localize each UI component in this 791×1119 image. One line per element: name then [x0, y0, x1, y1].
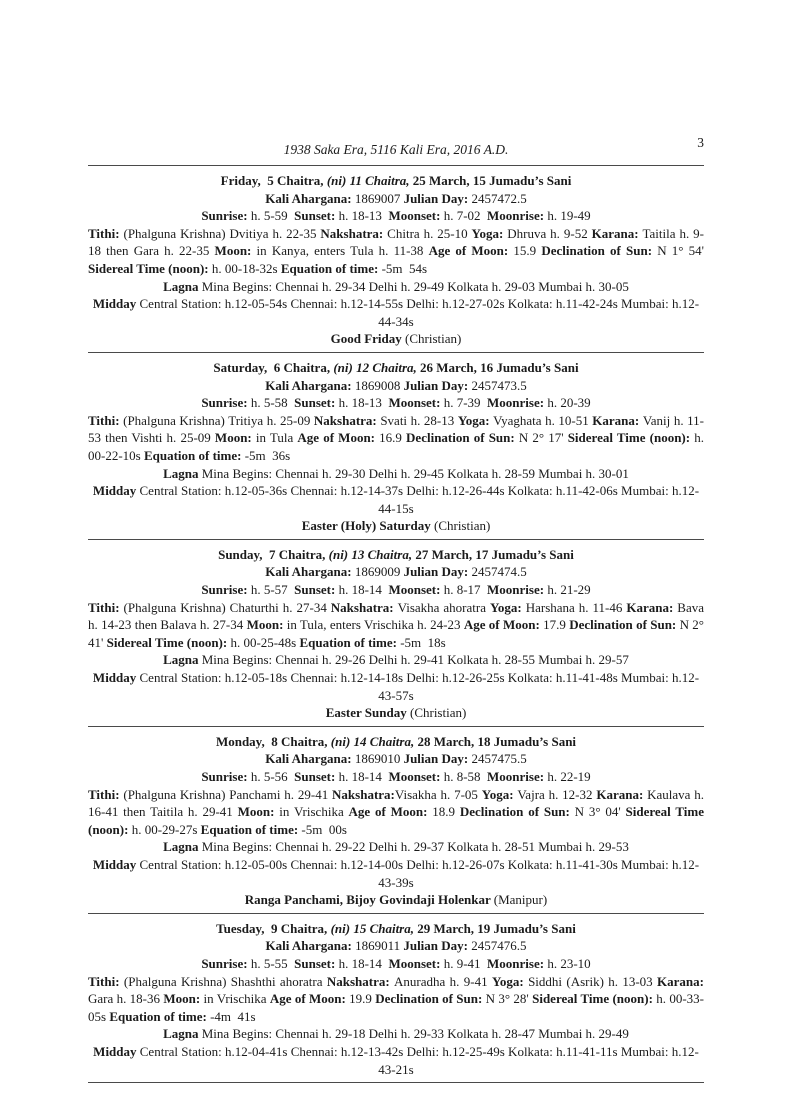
- text-segment: Bava h. 14-23 then Balava h. 27-34: [88, 599, 704, 633]
- text-segment: Moon:: [246, 617, 287, 633]
- text-segment: 19.9: [349, 991, 376, 1007]
- kali-julian-line: [88, 937, 704, 955]
- text-segment: Nakshatra:: [313, 412, 381, 428]
- text-segment: Sidereal Time (noon):: [567, 430, 695, 446]
- text-segment: Julian Day:: [403, 377, 472, 393]
- text-segment: Visakha h. 7-05: [394, 786, 482, 802]
- text-segment: Mina Begins: Chennai h. 29-26 Delhi h. 29-41 Kolkata h. 28-55 Mumbai h. 29-57: [201, 652, 629, 668]
- text-segment: (ni) 15 Chaitra,: [330, 920, 414, 936]
- day-title: [88, 359, 704, 377]
- text-segment: h. 00-22-10s: [88, 430, 704, 463]
- text-segment: Sunrise:: [201, 208, 251, 224]
- text-segment: Moonrise:: [487, 955, 548, 971]
- text-segment: Mina Begins: Chennai h. 29-22 Delhi h. 29-37 Kolkata h. 28-51 Mumbai h. 29-53: [201, 839, 629, 855]
- text-segment: h. 19-49: [547, 208, 591, 224]
- text-segment: Sunrise:: [201, 582, 251, 598]
- text-segment: h. 00-18-32s: [211, 260, 281, 276]
- text-segment: Moonset:: [388, 208, 444, 224]
- text-segment: Kaulava h. 16-41 then Taitila h. 29-41: [88, 786, 704, 820]
- text-segment: 25 March, 15 Jumadu’s Sani: [409, 173, 572, 188]
- text-segment: Central Station: h.12-05-00s Chennai: h.12-14-00s Delhi: h.12-26-07s Kolkata: h.11-41-30s Mumbai: h.12-43-39s: [139, 856, 700, 890]
- text-segment: Declination of Sun:: [375, 991, 486, 1007]
- midday-line: [88, 856, 704, 891]
- text-segment: 28 March, 18 Jumadu’s Sani: [414, 733, 577, 749]
- text-segment: Equation of time:: [200, 821, 302, 837]
- text-segment: Monday, 8 Chaitra,: [215, 733, 331, 749]
- day-title: [88, 733, 704, 751]
- text-segment: (Manipur): [493, 892, 548, 908]
- text-segment: Dhruva h. 9-52: [507, 225, 592, 241]
- text-segment: h. 23-10: [547, 955, 591, 971]
- text-segment: Declination of Sun:: [459, 804, 575, 820]
- text-segment: Yoga:: [489, 599, 526, 615]
- text-segment: h. 7-02: [443, 208, 488, 224]
- text-segment: N 3° 04': [574, 804, 626, 820]
- day-entry: [88, 353, 704, 540]
- text-segment: Sunset:: [294, 208, 339, 224]
- sun-moon-times-line: [88, 394, 704, 412]
- text-segment: h. 8-58: [443, 769, 488, 784]
- text-segment: 29 March, 19 Jumadu’s Sani: [414, 920, 576, 936]
- text-segment: Good Friday: [330, 331, 406, 347]
- festival-line: [88, 704, 704, 722]
- text-segment: Sidereal Time (noon):: [532, 991, 657, 1007]
- text-segment: Moon:: [237, 804, 280, 820]
- text-segment: (Phalguna Krishna) Tritiya h. 25-09: [123, 412, 314, 428]
- text-segment: h. 5-55: [250, 955, 295, 971]
- text-segment: 17.9: [543, 617, 570, 633]
- text-segment: (Phalguna Krishna) Chaturthi h. 27-34: [123, 599, 331, 615]
- text-segment: Nakshatra:: [326, 973, 395, 989]
- text-segment: Moonrise:: [487, 208, 548, 224]
- text-segment: 2457472.5: [471, 190, 527, 206]
- text-segment: Mina Begins: Chennai h. 29-30 Delhi h. 29-45 Kolkata h. 28-59 Mumbai h. 30-01: [201, 465, 629, 481]
- text-segment: Lagna: [163, 652, 202, 668]
- text-segment: -4m 41s: [210, 1008, 256, 1024]
- text-segment: Karana:: [591, 225, 643, 241]
- text-segment: Julian Day:: [403, 938, 472, 954]
- text-segment: Sunset:: [294, 769, 339, 784]
- midday-line: [88, 669, 704, 704]
- text-segment: (Phalguna Krishna) Dvitiya h. 22-35: [123, 225, 321, 241]
- text-segment: Moon:: [163, 991, 204, 1007]
- text-segment: (Christian): [409, 705, 467, 721]
- text-segment: Kali Ahargana:: [265, 190, 355, 206]
- text-segment: Karana:: [657, 973, 704, 989]
- text-segment: h. 00-33-05s: [88, 991, 704, 1024]
- text-segment: in Tula: [255, 430, 298, 446]
- text-segment: 2457473.5: [471, 377, 527, 393]
- text-segment: h. 00-29-27s: [131, 821, 201, 837]
- text-segment: h. 5-57: [250, 582, 295, 598]
- text-segment: Central Station: h.12-05-54s Chennai: h.12-14-55s Delhi: h.12-27-02s Kolkata: h.11-42-24s Mumbai: h.12-44-34s: [139, 296, 700, 329]
- text-segment: -5m 00s: [301, 821, 347, 837]
- text-segment: Moonrise:: [487, 395, 548, 411]
- text-segment: Gara h. 18-36: [88, 991, 164, 1007]
- text-segment: h. 00-25-48s: [230, 634, 300, 650]
- text-segment: Declination of Sun:: [569, 617, 680, 633]
- tithi-paragraph: [88, 786, 704, 839]
- kali-julian-line: [88, 563, 704, 581]
- text-segment: in Vrischika: [279, 804, 349, 820]
- text-segment: Moon:: [214, 430, 256, 446]
- text-segment: -5m 36s: [244, 447, 291, 463]
- text-segment: -5m 54s: [381, 260, 428, 276]
- text-segment: Yoga:: [471, 225, 508, 241]
- text-segment: Moonset:: [388, 769, 444, 784]
- text-segment: (ni) 13 Chaitra,: [328, 546, 413, 562]
- text-segment: Easter Sunday: [325, 705, 410, 721]
- text-segment: Easter (Holy) Saturday: [301, 518, 434, 534]
- page-header: [88, 135, 704, 166]
- text-segment: Nakshatra:: [330, 599, 398, 615]
- text-segment: Anuradha h. 9-41: [394, 973, 492, 989]
- text-segment: Karana:: [592, 412, 643, 428]
- midday-line: [88, 482, 704, 517]
- text-segment: h. 18-13: [338, 395, 389, 411]
- day-title: [88, 920, 704, 938]
- text-segment: Equation of time:: [143, 447, 245, 463]
- page-content: [88, 135, 705, 1083]
- almanac-entries: [88, 166, 704, 1083]
- text-segment: Lagna: [163, 839, 202, 855]
- text-segment: 1869010: [354, 751, 404, 767]
- day-title: [88, 172, 704, 190]
- text-segment: Sidereal Time (noon):: [88, 260, 212, 276]
- text-segment: Declination of Sun:: [541, 243, 658, 259]
- text-segment: 1869007: [354, 190, 404, 206]
- text-segment: in Vrischika: [203, 991, 270, 1007]
- text-segment: Kali Ahargana:: [265, 751, 355, 767]
- text-segment: in Kanya, enters Tula h. 11-38: [256, 243, 429, 259]
- lagna-line: [88, 465, 704, 483]
- text-segment: Age of Moon:: [428, 243, 514, 259]
- text-segment: 1869011: [355, 938, 404, 954]
- text-segment: N 2° 17': [518, 430, 568, 446]
- text-segment: (ni) 14 Chaitra,: [330, 733, 415, 749]
- text-segment: h. 5-58: [250, 395, 295, 411]
- text-segment: Taitila h. 9-18 then Gara h. 22-35: [88, 225, 704, 259]
- text-segment: Midday: [92, 296, 140, 312]
- text-segment: Karana:: [626, 599, 678, 615]
- text-segment: 16.9: [379, 430, 407, 446]
- text-segment: Julian Day:: [403, 564, 472, 580]
- text-segment: Tithi:: [88, 599, 124, 615]
- text-segment: Central Station: h.12-04-41s Chennai: h.12-13-42s Delhi: h.12-25-49s Kolkata: h.11-41-11s Mumbai: h.12-43-21s: [139, 1043, 699, 1077]
- sun-moon-times-line: [88, 768, 704, 786]
- text-segment: h. 18-14: [338, 955, 389, 971]
- text-segment: 2457474.5: [471, 564, 527, 580]
- text-segment: 27 March, 17 Jumadu’s Sani: [412, 546, 574, 562]
- text-segment: Sunday, 7 Chaitra,: [218, 546, 329, 562]
- text-segment: h. 20-39: [547, 395, 591, 411]
- lagna-line: [88, 1025, 704, 1043]
- text-segment: Ranga Panchami, Bijoy Govindaji Holenkar: [244, 892, 494, 908]
- text-segment: Tithi:: [88, 786, 124, 802]
- text-segment: Karana:: [596, 786, 648, 802]
- text-segment: Moonset:: [388, 582, 444, 598]
- text-segment: Lagna: [163, 1026, 202, 1042]
- text-segment: Mina Begins: Chennai h. 29-34 Delhi h. 29-49 Kolkata h. 29-03 Mumbai h. 30-05: [201, 278, 629, 294]
- text-segment: Lagna: [163, 278, 202, 294]
- day-entry: [88, 914, 704, 1083]
- text-segment: Svati h. 28-13: [380, 412, 458, 428]
- text-segment: Julian Day:: [403, 190, 472, 206]
- text-segment: Moonrise:: [487, 769, 548, 784]
- text-segment: Midday: [92, 670, 140, 686]
- text-segment: 2457476.5: [471, 938, 527, 954]
- text-segment: N 3° 28': [485, 991, 533, 1007]
- text-segment: h. 18-14: [338, 582, 389, 598]
- text-segment: h. 22-19: [547, 769, 591, 784]
- text-segment: h. 5-56: [250, 769, 295, 784]
- tithi-paragraph: [88, 225, 704, 278]
- text-segment: Mina Begins: Chennai h. 29-18 Delhi h. 29-33 Kolkata h. 28-47 Mumbai h. 29-49: [201, 1026, 629, 1042]
- text-segment: Midday: [92, 483, 140, 499]
- day-title: [88, 546, 704, 564]
- text-segment: Moon:: [214, 243, 257, 259]
- tithi-paragraph: [88, 599, 704, 652]
- text-segment: (Phalguna Krishna) Shashthi ahoratra: [123, 973, 327, 989]
- text-segment: N 1° 54': [657, 243, 704, 259]
- text-segment: Tuesday, 9 Chaitra,: [216, 920, 331, 936]
- text-segment: Nakshatra:: [320, 225, 388, 241]
- text-segment: h. 18-13: [338, 208, 389, 224]
- text-segment: 1869008: [354, 377, 404, 393]
- text-segment: Age of Moon:: [269, 991, 350, 1007]
- text-segment: Equation of time:: [109, 1008, 211, 1024]
- midday-line: [88, 295, 704, 330]
- text-segment: h. 18-14: [338, 769, 389, 784]
- festival-line: [88, 891, 704, 909]
- text-segment: (Christian): [433, 518, 491, 534]
- text-segment: Moonset:: [388, 395, 444, 411]
- text-segment: Sunset:: [294, 955, 339, 971]
- text-segment: Friday, 5 Chaitra,: [220, 173, 327, 188]
- text-segment: (Christian): [405, 331, 462, 347]
- sun-moon-times-line: [88, 955, 704, 973]
- text-segment: Yoga:: [457, 412, 494, 428]
- text-segment: Sunrise:: [201, 395, 251, 411]
- lagna-line: [88, 838, 704, 856]
- festival-line: [88, 517, 704, 535]
- text-segment: Central Station: h.12-05-36s Chennai: h.12-14-37s Delhi: h.12-26-44s Kolkata: h.11-42-06s Mumbai: h.12-44-15s: [139, 483, 700, 516]
- text-segment: Tithi:: [88, 412, 124, 428]
- tithi-paragraph: [88, 973, 704, 1026]
- text-segment: Julian Day:: [403, 751, 472, 767]
- text-segment: in Tula, enters Vrischika h. 24-23: [286, 617, 464, 633]
- kali-julian-line: [88, 377, 704, 395]
- lagna-line: [88, 278, 704, 296]
- text-segment: 18.9: [432, 804, 460, 820]
- text-segment: Age of Moon:: [463, 617, 544, 633]
- text-segment: 15.9: [513, 243, 542, 259]
- tithi-paragraph: [88, 412, 704, 465]
- text-segment: Kali Ahargana:: [265, 377, 355, 393]
- text-segment: h. 9-41: [443, 955, 488, 971]
- text-segment: Sunrise:: [201, 769, 251, 784]
- festival-line: [88, 330, 704, 348]
- text-segment: Midday: [92, 856, 140, 872]
- text-segment: Visakha ahoratra: [397, 599, 490, 615]
- day-entry: [88, 166, 704, 353]
- text-segment: Sunrise:: [201, 955, 251, 971]
- text-segment: Equation of time:: [299, 634, 401, 650]
- text-segment: h. 7-39: [443, 395, 488, 411]
- text-segment: Sidereal Time (noon):: [106, 634, 231, 650]
- page-title: 1938 Saka Era, 5116 Kali Era, 2016 A.D.: [283, 142, 509, 157]
- text-segment: Kali Ahargana:: [265, 564, 355, 580]
- text-segment: Moonrise:: [487, 582, 548, 598]
- text-segment: Vanij h. 11-53 then Vishti h. 25-09: [88, 412, 704, 446]
- text-segment: Sunset:: [294, 582, 339, 598]
- text-segment: 2457475.5: [471, 751, 527, 767]
- text-segment: Saturday, 6 Chaitra,: [213, 359, 334, 375]
- lagna-line: [88, 651, 704, 669]
- page-number: 3: [697, 135, 704, 150]
- text-segment: Vyaghata h. 10-51: [493, 412, 593, 428]
- text-segment: (ni) 11 Chaitra,: [326, 173, 410, 188]
- text-segment: Age of Moon:: [348, 804, 433, 820]
- text-segment: Tithi:: [88, 973, 124, 989]
- day-entry: [88, 540, 704, 727]
- text-segment: (Phalguna Krishna) Panchami h. 29-41: [123, 786, 333, 802]
- text-segment: Sunset:: [294, 395, 339, 411]
- text-segment: 26 March, 16 Jumadu’s Sani: [416, 359, 579, 375]
- text-segment: 1869009: [354, 564, 404, 580]
- text-segment: Harshana h. 11-46: [525, 599, 627, 615]
- text-segment: h. 5-59: [250, 208, 295, 224]
- text-segment: Kali Ahargana:: [265, 938, 356, 954]
- text-segment: Yoga:: [481, 786, 518, 802]
- text-segment: Lagna: [163, 465, 202, 481]
- day-entry: [88, 727, 704, 914]
- midday-line: [88, 1043, 704, 1078]
- text-segment: -5m 18s: [400, 634, 446, 650]
- text-segment: Age of Moon:: [297, 430, 380, 446]
- text-segment: (ni) 12 Chaitra,: [333, 359, 417, 375]
- text-segment: Yoga:: [491, 973, 529, 989]
- sun-moon-times-line: [88, 207, 704, 225]
- text-segment: h. 21-29: [547, 582, 591, 598]
- text-segment: Declination of Sun:: [406, 430, 519, 446]
- text-segment: Sidereal Time (noon):: [88, 804, 705, 837]
- text-segment: h. 8-17: [443, 582, 488, 598]
- text-segment: Vajra h. 12-32: [517, 786, 597, 802]
- kali-julian-line: [88, 750, 704, 768]
- kali-julian-line: [88, 190, 704, 208]
- sun-moon-times-line: [88, 581, 704, 599]
- text-segment: Siddhi (Asrik) h. 13-03: [528, 973, 658, 989]
- text-segment: Nakshatra:: [332, 786, 395, 802]
- text-segment: Equation of time:: [280, 260, 382, 276]
- text-segment: Central Station: h.12-05-18s Chennai: h.12-14-18s Delhi: h.12-26-25s Kolkata: h.11-41-48s Mumbai: h.12-43-57s: [139, 670, 700, 703]
- text-segment: N 2° 41': [88, 617, 704, 650]
- text-segment: Tithi:: [88, 225, 124, 241]
- text-segment: Chitra h. 25-10: [387, 225, 472, 241]
- text-segment: Midday: [93, 1043, 140, 1059]
- text-segment: Moonset:: [388, 955, 444, 971]
